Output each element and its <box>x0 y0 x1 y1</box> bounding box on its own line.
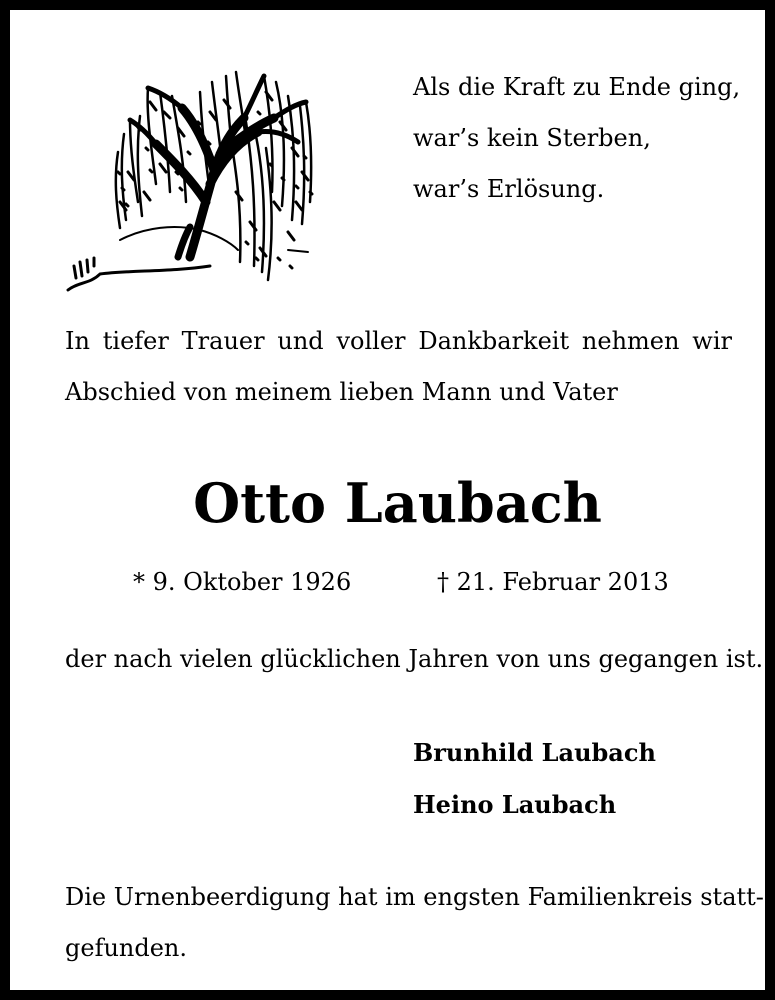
word: Urnenbeerdigung <box>113 883 331 911</box>
poem-line: war’s Erlösung. <box>413 175 605 203</box>
birth-date: * 9. Oktober 1926 <box>133 568 352 596</box>
word: Die <box>65 883 107 911</box>
funeral-line: gefunden. <box>65 934 188 962</box>
word: Dankbarkeit <box>418 327 570 355</box>
word: statt- <box>700 883 764 911</box>
deceased-name: Otto Laubach <box>193 471 602 535</box>
word: nehmen <box>581 327 680 355</box>
departed-text: der nach vielen glücklichen Jahren von uns gegangen ist. <box>65 645 764 673</box>
intro-line-justified <box>65 316 732 367</box>
word: hat <box>338 883 378 911</box>
word: und <box>277 327 324 355</box>
word: tiefer <box>102 327 169 355</box>
word: engsten <box>423 883 520 911</box>
word: Trauer <box>181 327 265 355</box>
word: voller <box>336 327 406 355</box>
signer-name: Brunhild Laubach <box>413 738 656 767</box>
word: im <box>385 883 416 911</box>
funeral-notice <box>65 872 764 974</box>
poem-line: Als die Kraft zu Ende ging, <box>413 73 741 101</box>
death-date: † 21. Februar 2013 <box>437 568 669 596</box>
word: wir <box>692 327 732 355</box>
funeral-line-justified <box>65 872 764 923</box>
intro-text <box>65 316 732 418</box>
intro-line: Abschied von meinem lieben Mann und Vater <box>65 378 618 406</box>
poem-line: war’s kein Sterben, <box>413 124 651 152</box>
poem <box>413 73 753 233</box>
word: Familienkreis <box>527 883 693 911</box>
signer-name: Heino Laubach <box>413 790 617 819</box>
weeping-willow-icon <box>60 52 315 297</box>
word: In <box>65 327 90 355</box>
